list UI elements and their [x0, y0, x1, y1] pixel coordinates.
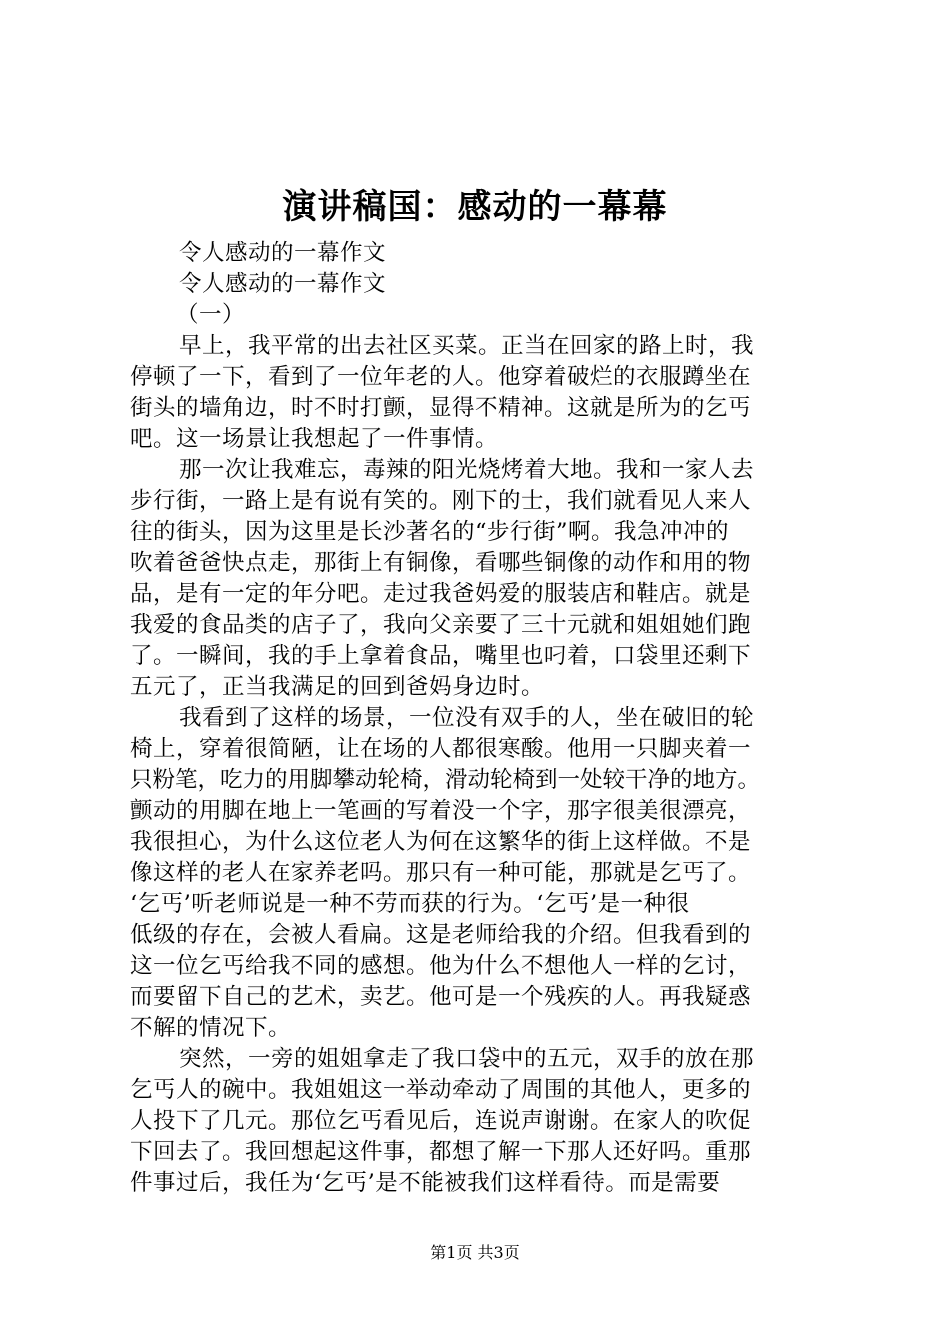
- subtitle-line: 令人感动的一幕作文: [179, 240, 387, 266]
- text-line: 颤动的用脚在地上一笔画的写着没一个字，那字很美很漂亮，: [130, 798, 752, 824]
- text-line: 品，是有一定的年分吧。走过我爸妈爱的服装店和鞋店。就是: [130, 581, 752, 607]
- document-body: [130, 238, 835, 1199]
- text-line: 我看到了这样的场景，一位没有双手的人，坐在破旧的轮: [179, 705, 755, 731]
- text-line: 下回去了。我回想起这件事，都想了解一下那人还好吗。重那: [130, 1139, 752, 1165]
- text-line: 步行街，一路上是有说有笑的。刚下的士，我们就看见人来人: [130, 488, 752, 514]
- page-footer: 第1页 共3页: [430, 1243, 520, 1262]
- text-line: 了。一瞬间，我的手上拿着食品，嘴里也叼着，口袋里还剩下: [130, 643, 752, 669]
- text-line: 不解的情况下。: [130, 1015, 292, 1041]
- text-line: 椅上，穿着很简陋，让在场的人都很寒酸。他用一只脚夹着一: [130, 736, 752, 762]
- text-line: 吧。这一场景让我想起了一件事情。: [130, 426, 499, 452]
- section-marker: （一）: [176, 302, 246, 328]
- text-line: ‘乞丐’听老师说是一种不劳而获的行为。‘乞丐’是一种很: [130, 891, 690, 917]
- text-line: 往的街头，因为这里是长沙著名的“步行街”啊。我急冲冲的: [130, 519, 730, 545]
- text-line: 只粉笔，吃力的用脚攀动轮椅，滑动轮椅到一处较干净的地方。: [130, 767, 761, 793]
- text-line: 突然，一旁的姐姐拿走了我口袋中的五元，双手的放在那: [179, 1046, 755, 1072]
- text-line: 吹着爸爸快点走，那街上有铜像，看哪些铜像的动作和用的物: [130, 550, 752, 576]
- text-line: 低级的存在，会被人看扁。这是老师给我的介绍。但我看到的: [130, 922, 752, 948]
- text-line: 这一位乞丐给我不同的感想。他为什么不想他人一样的乞讨，: [130, 953, 752, 979]
- document-title: 演讲稿国：感动的一幕幕: [282, 187, 668, 227]
- text-line: 早上，我平常的出去社区买菜。正当在回家的路上时，我: [179, 333, 755, 359]
- text-line: 件事过后，我任为‘乞丐’是不能被我们这样看待。而是需要: [130, 1170, 721, 1196]
- text-line: 像这样的老人在家养老吗。那只有一种可能，那就是乞丐了。: [130, 860, 752, 886]
- text-line: 街头的墙角边，时不时打颤，显得不精神。这就是所为的乞丐: [130, 395, 752, 421]
- text-line: 人投下了几元。那位乞丐看见后，连说声谢谢。在家人的吹促: [130, 1108, 752, 1134]
- text-line: 我爱的食品类的店子了，我向父亲要了三十元就和姐姐她们跑: [130, 612, 752, 638]
- text-line: 停顿了一下，看到了一位年老的人。他穿着破烂的衣服蹲坐在: [130, 364, 752, 390]
- text-line: 五元了，正当我满足的回到爸妈身边时。: [130, 674, 545, 700]
- text-line: 那一次让我难忘，毒辣的阳光烧烤着大地。我和一家人去: [179, 457, 755, 483]
- subtitle-line: 令人感动的一幕作文: [179, 271, 387, 297]
- text-line: 乞丐人的碗中。我姐姐这一举动牵动了周围的其他人，更多的: [130, 1077, 752, 1103]
- text-line: 我很担心，为什么这位老人为何在这繁华的街上这样做。不是: [130, 829, 752, 855]
- text-line: 而要留下自己的艺术，卖艺。他可是一个残疾的人。再我疑惑: [130, 984, 752, 1010]
